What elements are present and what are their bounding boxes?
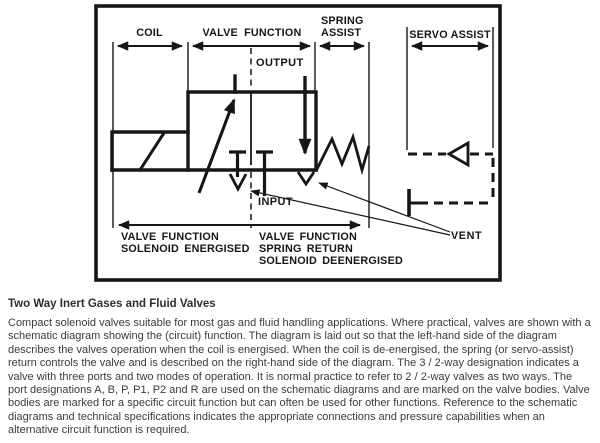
- right-mode-line1: VALVE FUNCTION: [259, 231, 357, 243]
- left-mode-line2: SOLENOID ENERGISED: [121, 243, 250, 255]
- servo-pilot-triangle: [449, 143, 468, 165]
- blocked-port-left: [229, 152, 246, 177]
- input-label: INPUT: [258, 196, 293, 208]
- spring-assist-label-line1: SPRING: [321, 15, 364, 27]
- vent-label: VENT: [451, 230, 483, 242]
- left-mode-line1: VALVE FUNCTION: [121, 231, 219, 243]
- article-body: Compact solenoid valves suitable for most gas and fluid handling applications. Where practical, valves are shown with a schematic diagram showing the (circuit) function. The diagram is laid out so that the left-hand side of the diagram describes the valves operation when the coil is energised. When the coil is de-energised, the spring (or servo-assist) return controls the valve and is described on the right-hand side of the diagram. The 3 / 2-way designation indicates a valve with three ports and two modes of operation. It is normal practice to refer to 2 / 2-way valves as two ways. The port designations A, B, P, P1, P2 and R are used on the schematic diagrams and are marked on the valve bodies. Valve bodies are marked for a specific circuit function but can often be used for other functions. Reference to the schematic diagrams and technical specifications indicates the appropriate connections and pressure capabilities when an alternative circuit function is required.: [8, 317, 591, 437]
- right-mode-line2: SPRING RETURN: [259, 243, 353, 255]
- spring-symbol: [316, 137, 369, 171]
- dimension-arrows: [118, 46, 488, 225]
- vent-leader-lines: [251, 183, 450, 235]
- servo-assist-circuit: [408, 143, 493, 216]
- input-port-stem: [256, 152, 273, 196]
- article-heading: Two Way Inert Gases and Fluid Valves: [8, 298, 216, 310]
- article: [8, 298, 594, 438]
- left-mode-label: [121, 231, 250, 255]
- vent-triangle-right: [298, 172, 314, 184]
- valve-box: [188, 92, 316, 170]
- vent-symbols: [230, 172, 314, 189]
- right-mode-label: [259, 231, 403, 267]
- coil-box: [112, 132, 188, 170]
- right-mode-line3: SOLENOID DEENERGISED: [259, 255, 403, 267]
- servo-assist-label: SERVO ASSIST: [409, 29, 491, 41]
- coil-diagonal: [140, 133, 164, 170]
- spring-assist-label-line2: ASSIST: [321, 27, 362, 39]
- coil-label: COIL: [136, 27, 163, 39]
- energised-flow-arrow: [199, 100, 234, 193]
- output-label: OUTPUT: [256, 57, 304, 69]
- valve-function-label: VALVE FUNCTION: [202, 27, 302, 39]
